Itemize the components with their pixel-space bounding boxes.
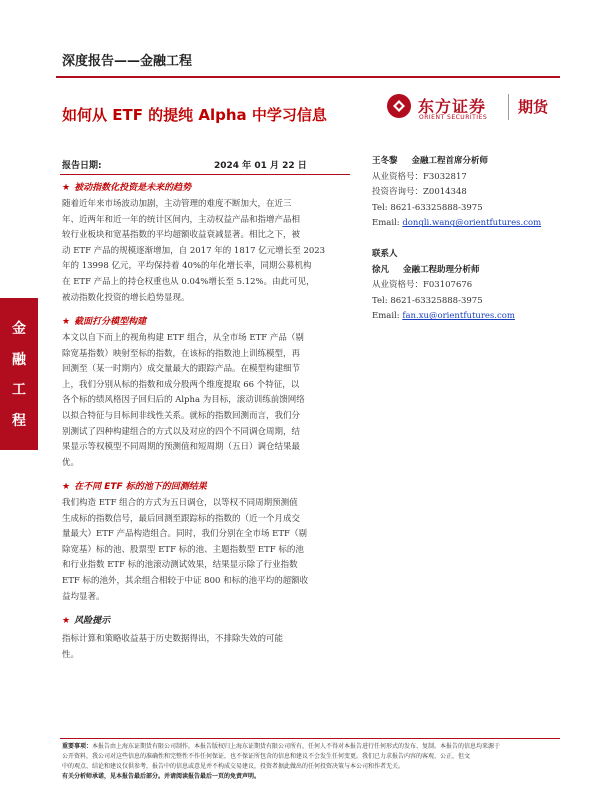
logo-name-cn: 东方证券 [418,97,487,116]
analyst-tel: Tel: 8621-63325888-3975 [372,295,483,306]
analyst-card-wang: 王冬黎 金融工程首席分析师 从业资格号：F3032817 投资咨询号：Z0014348 Tel: 8621-63325888-3975 Email: dongli.wang@orientfutures.com [372,156,542,229]
analyst-license: 从业资格号：F03107676 [372,280,473,291]
section-body-risk: 指标计算和策略收益基于历史数据得出，不排除失效的可能 性。 [62,634,284,660]
side-category-tab: 金 融 工 程 [0,298,38,450]
footer-divider [60,738,560,739]
logo-separator [508,94,509,120]
analyst-name: 王冬黎 [372,156,398,166]
disclaimer: 重要事项：本报告由上海东证期货有限公司制作，本报告版权归上海东证期货有限公司所有，任何人不得对本报告进行任何形式的发布、复制。本报告的信息均来源于 公开资料，我公司对这些信息的准确性和完整性不作任何保证，也不保证所包含的信息和建议不会发生任何变更。我们已力求报告内容的客观、公正，但文 中的观点、结论和建议仅供参考，报告中的信息或意见并不构成交易建议，投资者据此做出的任何投资决策与本公司和作者无关。 有关分析师承诺，见本报告最后部分。并请阅读报告最后一页的免责声明。 [62,742,562,782]
orient-logo-icon [386,93,412,119]
report-category: 深度报告——金融工程 [62,54,193,69]
contact-section-label: 联系人 [372,249,398,259]
header-divider [56,76,560,78]
section-heading-trend: ★ 被动指数化投资是未来的趋势 [62,183,192,193]
analyst-advisory: 投资咨询号：Z0014348 [372,187,467,198]
analyst-tel: Tel: 8621-63325888-3975 [372,202,483,213]
section-body-backtest: 我们构造 ETF 组合的方式为五日调仓，以等权不同周期预测值 生成标的指数信号，最后回测至跟踪标的指数的（近一个月成交 量最大）ETF 产品构造组合。同时，我们分别在全市场 ETF（剔 除宽基）标的池、股票型 ETF 标的池、主题指数型 ETF 标的池 和行业指数 ETF 标的池滚动测试效果，结果显示除了行业指数 ETF 标的池外，其余组合相较于中证 800 和标的池平均的超额收 益均显著。 [62,498,309,602]
date-divider [60,174,350,175]
section-body-trend: 随着近年来市场波动加剧，主动管理的难度不断加大，在近三 年、近两年和近一年的统计区间内，主动权益产品和指增产品相 较行业板块和宽基指数的平均超额收益衰减显著。相比之下，被 动 ETF 产品的规模逐渐增加，自 2017 年的 1817 亿元增长至 2023 年的 13998 亿元，平均保持着 40%的年化增长率，同期公募机构 在 ETF 产品上的持仓权重也从 0.04%增长至 5.12%。由此可见， 被动指数化投资的增长趋势显现。 [62,199,326,303]
section-heading-model: ★ 截面打分模型构建 [62,317,147,327]
analyst-email-link[interactable]: fan.xu@orientfutures.com [402,311,515,322]
analyst-email-link[interactable]: dongli.wang@orientfutures.com [402,218,542,229]
report-date-value: 2024 年 01 月 22 日 [214,161,307,171]
section-body-model: 本文以自下而上的视角构建 ETF 组合，从全市场 ETF 产品（剔 除宽基指数）映射至标的指数，在该标的指数池上训练模型，再 回测至（某一时期内）成交量最大的跟踪产品。在模型构建细节 上，我们分别从标的指数和成分股两个维度提取 66 个特征，以 各个标的绩风格因子回归后的 Alpha 为目标，滚动训练前馈网络 以拟合特征与目标间非线性关系。就标的指数回测而言，我们分 别测试了四种构建组合的方式以及对应的四个不同调仓周期，结 果显示等权模型不同周期的预测值和短周期（五日）调仓结果最 优。 [62,333,305,468]
analyst-license: 从业资格号：F3032817 [372,171,467,182]
disclaimer-closing: 有关分析师承诺，见本报告最后部分。并请阅读报告最后一页的免责声明。 [62,773,261,780]
star-icon: ★ [62,183,71,193]
star-icon: ★ [62,482,71,492]
report-title: 如何从 ETF 的提纯 Alpha 中学习信息 [62,106,327,124]
star-icon: ★ [62,317,71,327]
section-heading-backtest: ★ 在不同 ETF 标的池下的回测结果 [62,482,207,492]
logo-name-en: ORIENT SECURITIES [419,114,488,121]
logo-subtitle: 期货 [518,98,549,116]
analyst-role: 金融工程助理分析师 [403,264,480,275]
section-heading-risk: ★ 风险提示 [62,616,111,626]
analyst-card-xu: 联系人 徐凡 金融工程助理分析师 从业资格号：F03107676 Tel: 8621-63325888-3975 Email: fan.xu@orientfutures.com [372,249,515,322]
report-date-label: 报告日期: [62,161,102,171]
analyst-role: 金融工程首席分析师 [411,156,489,166]
analyst-name: 徐凡 [372,264,390,275]
star-icon: ★ [62,616,71,626]
company-logo [386,92,566,124]
